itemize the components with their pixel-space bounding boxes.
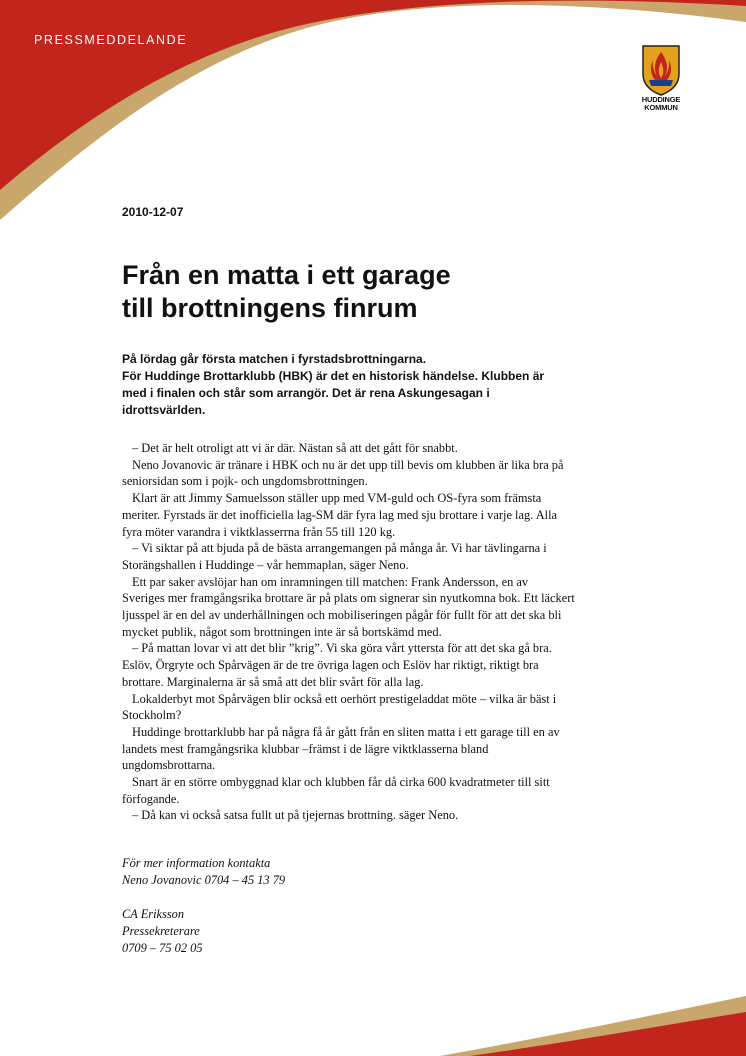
logo-text-line1: HUDDINGE	[641, 95, 681, 104]
body-line: Neno Jovanovic är tränare i HBK och nu är det upp till bevis om klubben är lika bra på	[132, 457, 564, 472]
ingress-line: För Huddinge Brottarklubb (HBK) är det en historisk händelse. Klubben är	[122, 369, 545, 383]
body-line: landets mest framgångsrika klubbar –främst i de lägre viktklasserna bland	[122, 741, 489, 756]
header-label: PRESSMEDDELANDE	[34, 33, 188, 47]
body-line: ljusspel är en del av underhållningen och mobiliseringen pågår för fullt för att det ska bli	[122, 608, 562, 623]
body-line: Sveriges mer framgångsrika brottare är på plats om signerar sin nyutkomna bok. Ett läckert	[122, 591, 575, 606]
press-officer-block	[122, 906, 203, 957]
press-officer-phone: 0709 – 75 02 05	[122, 941, 203, 955]
body-line: Huddinge brottarklubb har på några få år gått från en sliten matta i ett garage till en av	[132, 724, 560, 739]
contact-block	[122, 855, 285, 889]
ingress-line: med i finalen och står som arrangör. Det är rena Askungesagan i	[122, 386, 490, 400]
ingress-line: idrottsvärlden.	[122, 403, 206, 417]
headline-line-2: till brottningens finrum	[122, 293, 418, 323]
contact-person: Neno Jovanovic 0704 – 45 13 79	[122, 873, 286, 887]
body-line: mycket publik, något som brottningen inte är så bortskämd med.	[122, 624, 442, 639]
body-line: seniorsidan som i pojk- och ungdomsbrottningen.	[122, 474, 368, 489]
body-line: – Då kan vi också satsa fullt ut på tjejernas brottning. säger Neno.	[132, 808, 459, 823]
logo-text-line2: KOMMUN	[644, 103, 678, 112]
red-swoosh	[0, 0, 746, 190]
headline-line-1: Från en matta i ett garage	[122, 260, 451, 290]
body-line: – Vi siktar på att bjuda på de bästa arrangemangen på många år. Vi har tävlingarna i	[132, 541, 547, 556]
body-line: – På mattan lovar vi att det blir ”krig”. Vi ska göra vårt yttersta för att det ska gå bra.	[132, 641, 552, 656]
body-line: ungdomsbrottarna.	[122, 758, 216, 773]
body-line: Snart är en större ombyggnad klar och klubben får då cirka 600 kvadratmeter till sitt	[132, 775, 550, 790]
ingress-line: På lördag går första matchen i fyrstadsbrottningarna.	[122, 352, 427, 366]
ingress	[122, 351, 602, 419]
body-line: Eslöv, Örgryte och Spårvägen är de tre övriga lagen och Eslöv har riktigt, riktigt bra	[122, 658, 539, 673]
press-date: 2010-12-07	[122, 205, 184, 219]
body-line: fyra möter varandra i viktklasserrna från 55 till 120 kg.	[122, 524, 396, 539]
headline	[122, 259, 451, 325]
huddinge-coat-of-arms-icon	[641, 44, 681, 96]
body-line: Klart är att Jimmy Samuelsson ställer upp med VM-guld och OS-fyra som främsta	[132, 491, 542, 506]
body-line: – Det är helt otroligt att vi är där. Nästan så att det gått för snabbt.	[132, 441, 458, 455]
contact-heading: För mer information kontakta	[122, 856, 271, 870]
body-line: förfogande.	[122, 791, 180, 806]
press-officer-role: Pressekreterare	[122, 924, 200, 938]
body-line: Storängshallen i Huddinge – vår hemmaplan, säger Neno.	[122, 557, 409, 572]
body-text	[122, 440, 602, 824]
footer-swoosh	[0, 976, 746, 1056]
body-line: Lokalderbyt mot Spårvägen blir också ett oerhört prestigeladdat möte – vilka är bäst i	[132, 691, 557, 706]
body-line: Stockholm?	[122, 708, 182, 723]
press-officer-name: CA Eriksson	[122, 907, 185, 921]
body-line: Ett par saker avslöjar han om inramningen till matchen: Frank Andersson, en av	[132, 574, 529, 589]
body-line: meriter. Fyrstads är det inofficiella lag-SM där fyra lag med sju brottare i varje lag. Alla	[122, 507, 558, 522]
huddinge-logo	[636, 44, 686, 112]
body-line: brottare. Marginalerna är så små att det blir svårt för alla lag.	[122, 674, 424, 689]
